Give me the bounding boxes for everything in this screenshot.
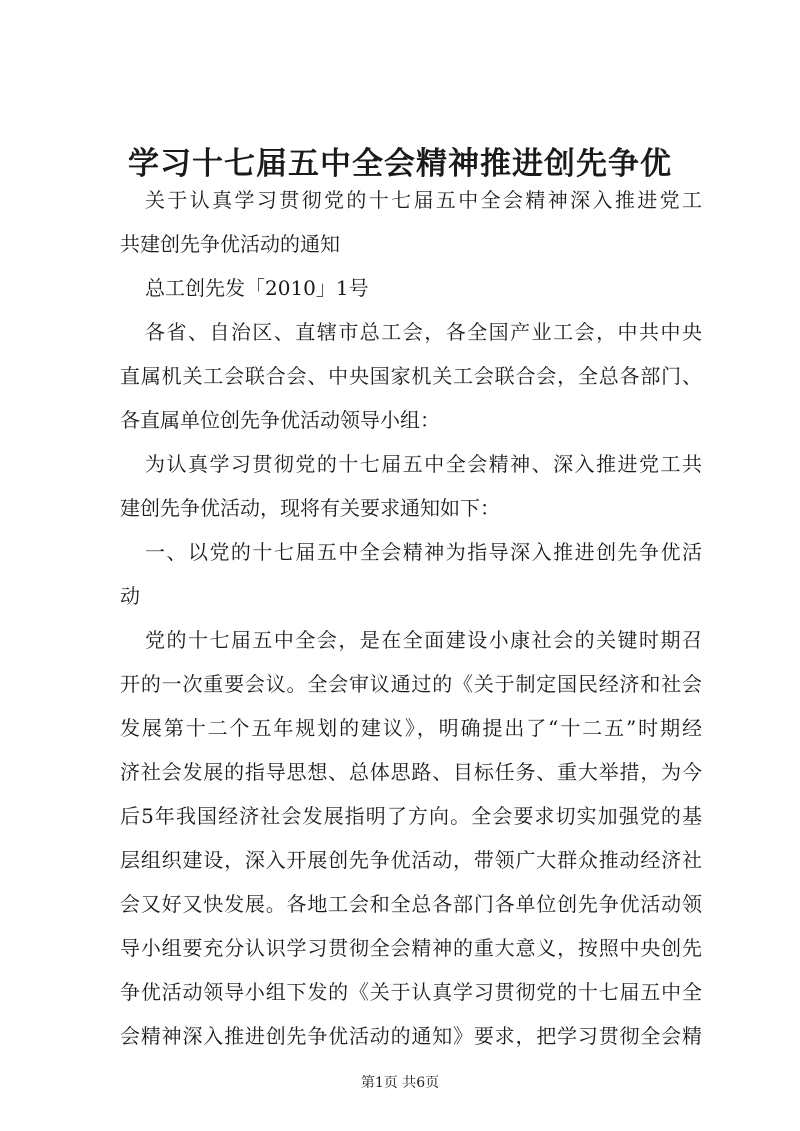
text-line: 层组织建设，深入开展创先争优活动，带领广大群众推动经济社 — [120, 848, 702, 872]
text-line: 会精神深入推进创先争优活动的通知》要求，把学习贯彻全会精 — [120, 1024, 702, 1048]
text-line: 共建创先争优活动的通知 — [120, 232, 340, 256]
text-line: 发展第十二个五年规划的建议》，明确提出了“十二五”时期经 — [120, 716, 702, 740]
text-line: 一、以党的十七届五中全会精神为指导深入推进创先争优活 — [145, 540, 702, 564]
text-line: 动 — [120, 584, 140, 608]
text-line: 关于认真学习贯彻党的十七届五中全会精神深入推进党工 — [145, 188, 702, 212]
text-line: 党的十七届五中全会，是在全面建设小康社会的关键时期召 — [145, 628, 702, 652]
text-line: 济社会发展的指导思想、总体思路、目标任务、重大举措，为今 — [120, 760, 702, 784]
text-line: 开的一次重要会议。全会审议通过的《关于制定国民经济和社会 — [120, 672, 702, 696]
page-footer: 第1页 共6页 — [360, 1075, 440, 1091]
text-line: 会又好又快发展。各地工会和全总各部门各单位创先争优活动领 — [120, 892, 702, 916]
text-line: 争优活动领导小组下发的《关于认真学习贯彻党的十七届五中全 — [120, 980, 702, 1004]
text-line: 各省、自治区、直辖市总工会，各全国产业工会，中共中央 — [145, 320, 702, 344]
text-line: 导小组要充分认识学习贯彻全会精神的重大意义，按照中央创先 — [120, 936, 702, 960]
text-line: 为认真学习贯彻党的十七届五中全会精神、深入推进党工共 — [145, 452, 702, 476]
text-line: 直属机关工会联合会、中央国家机关工会联合会，全总各部门、 — [120, 364, 702, 388]
text-line: 总工创先发「2010」1号 — [145, 276, 369, 300]
text-line: 各直属单位创先争优活动领导小组： — [120, 408, 440, 432]
text-line: 建创先争优活动，现将有关要求通知如下： — [120, 496, 500, 520]
document-title: 学习十七届五中全会精神推进创先争优 — [128, 146, 672, 182]
document-body — [120, 178, 702, 1058]
text-line: 后5年我国经济社会发展指明了方向。全会要求切实加强党的基 — [120, 804, 702, 828]
